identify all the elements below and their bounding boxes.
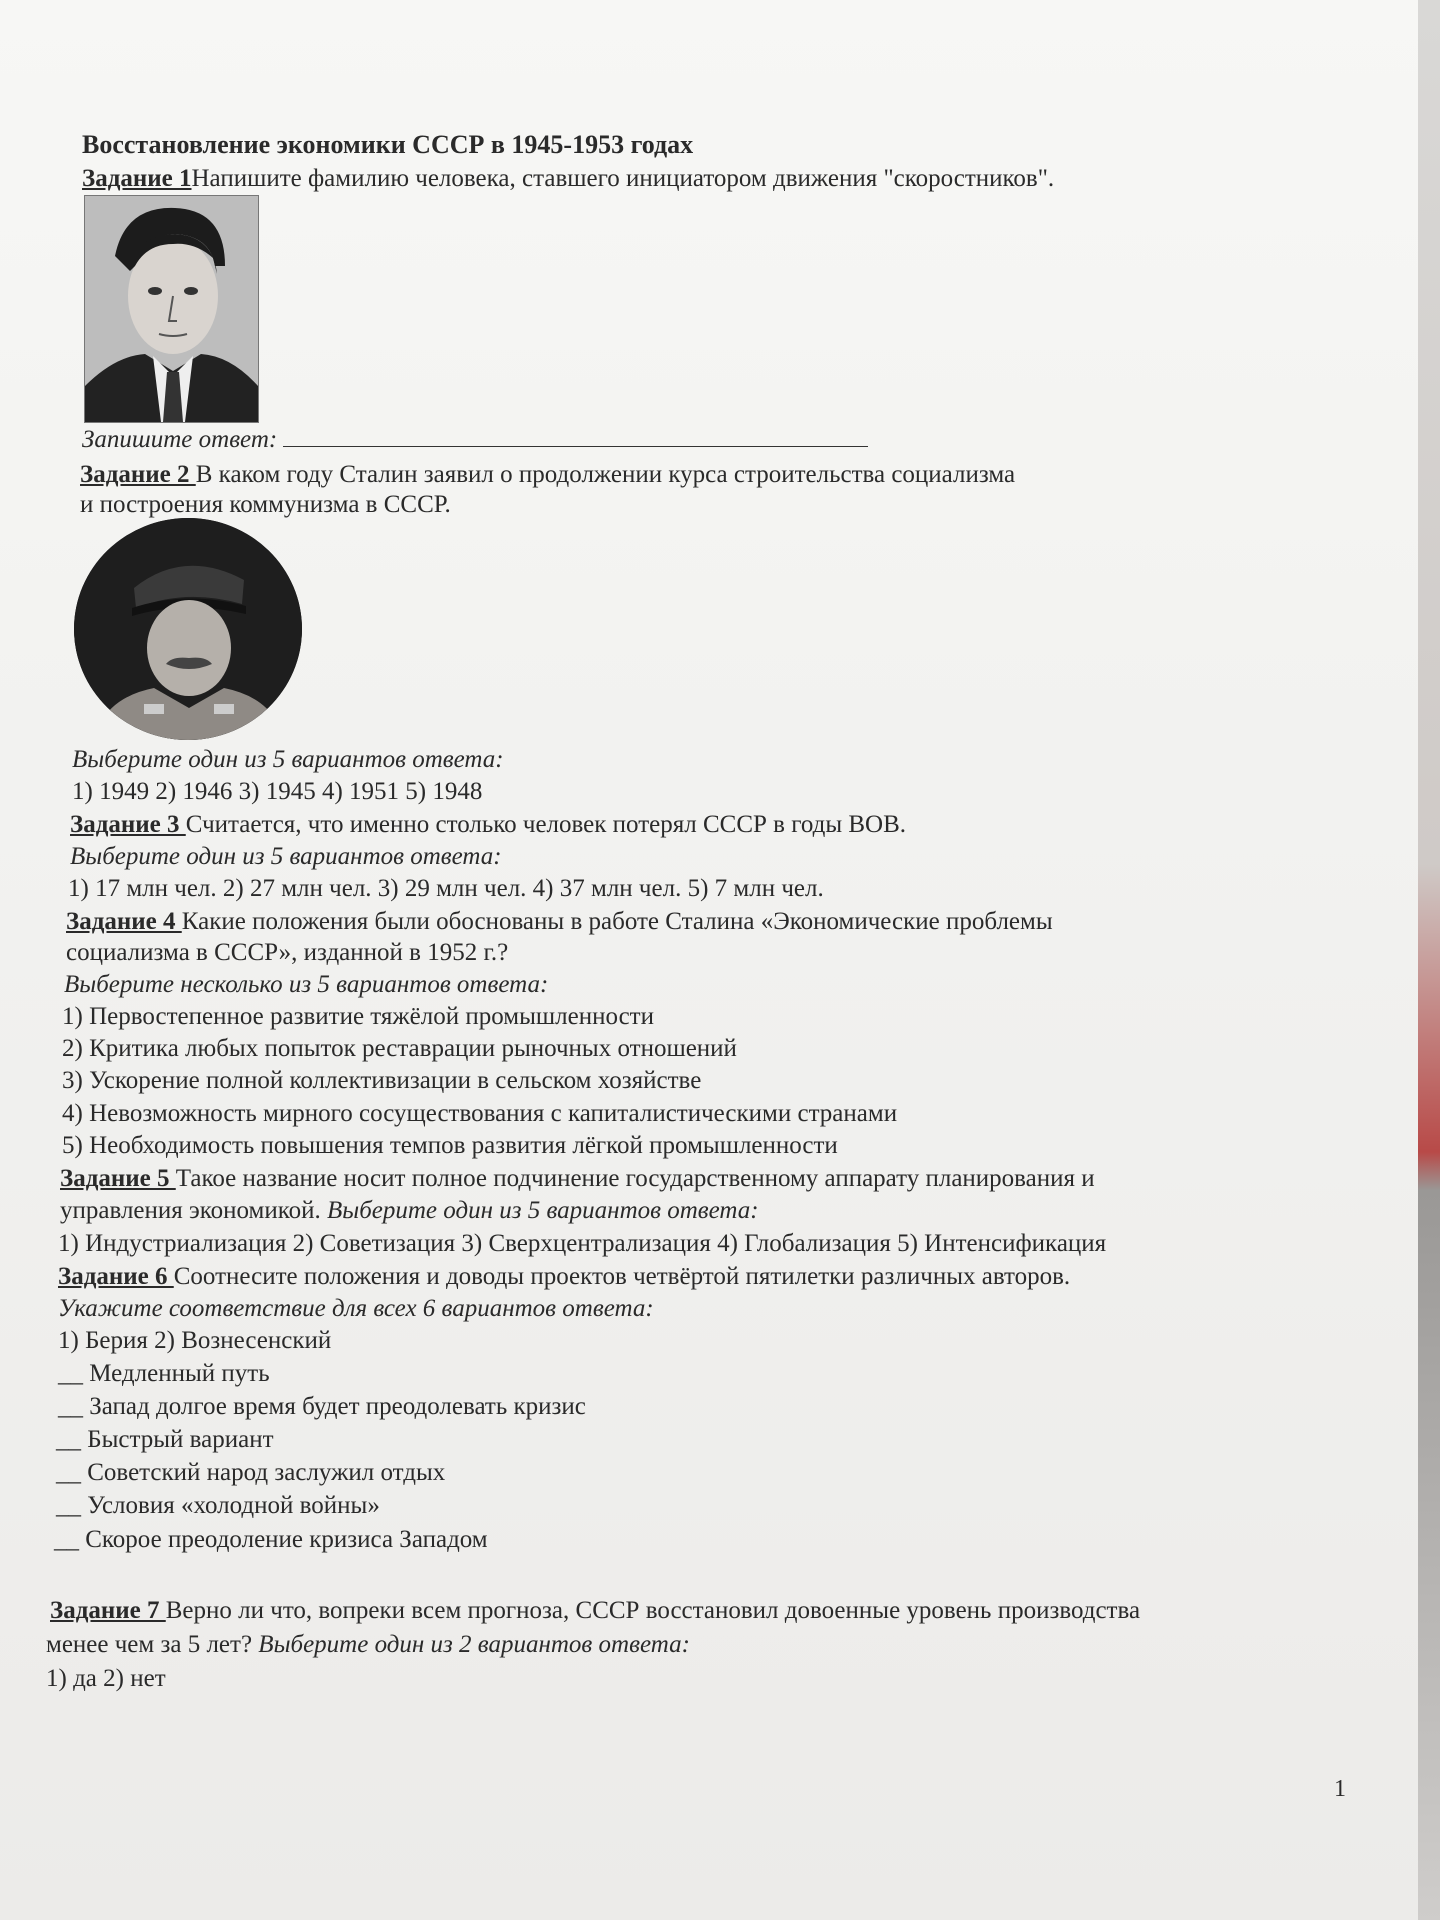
task-2-text: В каком году Сталин заявил о продолжении курса строительства социализма bbox=[195, 461, 1016, 488]
task-4-label: Задание 4 bbox=[66, 908, 182, 935]
page-number: 1 bbox=[1334, 1776, 1346, 1802]
task-4-option: 1) Первостепенное развитие тяжёлой промышленности bbox=[62, 1003, 654, 1030]
task-7-label: Задание 7 bbox=[50, 1597, 166, 1624]
task-5-instruction: Выберите один из 5 вариантов ответа: bbox=[327, 1197, 759, 1224]
answer-blank[interactable] bbox=[283, 446, 868, 447]
answer-prompt: Запишите ответ: bbox=[82, 426, 278, 453]
portrait-photo bbox=[84, 195, 259, 423]
task-3-instruction: Выберите один из 5 вариантов ответа: bbox=[70, 843, 502, 870]
task-6-item: __ Быстрый вариант bbox=[56, 1426, 274, 1453]
task-4-text: Какие положения были обоснованы в работе Сталина «Экономические проблемы bbox=[181, 908, 1053, 935]
task-2-question bbox=[80, 460, 1015, 490]
task-5-text-2: управления экономикой. bbox=[60, 1197, 327, 1224]
task-6-item: __ Запад долгое время будет преодолевать кризис bbox=[58, 1393, 586, 1420]
task-6-question bbox=[58, 1262, 1070, 1292]
task-1-text: Напишите фамилию человека, ставшего инициатором движения "скоростников". bbox=[191, 165, 1055, 192]
task-1-answer-line bbox=[82, 425, 868, 455]
task-5-text-cont bbox=[60, 1196, 759, 1226]
task-7-instruction: Выберите один из 2 вариантов ответа: bbox=[258, 1631, 690, 1658]
task-7-text-cont bbox=[46, 1630, 690, 1660]
portrait-photo-round bbox=[74, 518, 302, 740]
page-title: Восстановление экономики СССР в 1945-1953 годах bbox=[82, 130, 694, 159]
task-4-option: 4) Невозможность мирного сосуществования с капиталистическими странами bbox=[62, 1100, 898, 1127]
task-2-label: Задание 2 bbox=[80, 461, 196, 488]
task-5-question bbox=[60, 1164, 1095, 1194]
task-7-options: 1) да 2) нет bbox=[46, 1665, 166, 1692]
task-7-text-2: менее чем за 5 лет? bbox=[46, 1631, 259, 1658]
task-2-text-cont: и построения коммунизма в СССР. bbox=[80, 491, 451, 518]
task-7-question bbox=[50, 1596, 1140, 1626]
task-6-item: __ Медленный путь bbox=[58, 1360, 270, 1387]
task-3-question bbox=[70, 810, 906, 840]
task-4-instruction: Выберите несколько из 5 вариантов ответа: bbox=[64, 971, 549, 998]
task-3-text: Считается, что именно столько человек потерял СССР в годы ВОВ. bbox=[185, 811, 907, 838]
task-5-label: Задание 5 bbox=[60, 1165, 176, 1192]
task-1-label: Задание 1 bbox=[82, 165, 192, 192]
task-5-text: Такое название носит полное подчинение государственному аппарату планирования и bbox=[175, 1165, 1095, 1192]
task-4-option: 3) Ускорение полной коллективизации в сельском хозяйстве bbox=[62, 1067, 702, 1094]
task-4-text-cont: социализма в СССР», изданной в 1952 г.? bbox=[66, 939, 509, 966]
background-edge bbox=[1418, 0, 1440, 1920]
task-3-label: Задание 3 bbox=[70, 811, 186, 838]
task-2-options: 1) 1949 2) 1946 3) 1945 4) 1951 5) 1948 bbox=[72, 778, 483, 805]
task-6-item: __ Советский народ заслужил отдых bbox=[56, 1459, 446, 1486]
task-3-options: 1) 17 млн чел. 2) 27 млн чел. 3) 29 млн чел. 4) 37 млн чел. 5) 7 млн чел. bbox=[68, 875, 824, 902]
task-5-options: 1) Индустриализация 2) Советизация 3) Сверхцентрализация 4) Глобализация 5) Интенсификация bbox=[58, 1230, 1107, 1257]
task-4-option: 2) Критика любых попыток реставрации рыночных отношений bbox=[62, 1035, 737, 1062]
task-6-item: __ Условия «холодной войны» bbox=[56, 1492, 380, 1519]
task-6-text: Соотнесите положения и доводы проектов четвёртой пятилетки различных авторов. bbox=[173, 1263, 1071, 1290]
task-6-label: Задание 6 bbox=[58, 1263, 174, 1290]
task-4-question bbox=[66, 907, 1053, 937]
task-1-question bbox=[82, 164, 1054, 194]
task-7-text: Верно ли что, вопреки всем прогноза, СССР восстановил довоенные уровень производства bbox=[165, 1597, 1141, 1624]
task-6-item: __ Скорое преодоление кризиса Западом bbox=[54, 1526, 488, 1553]
task-2-instruction: Выберите один из 5 вариантов ответа: bbox=[72, 746, 504, 773]
task-6-authors: 1) Берия 2) Вознесенский bbox=[58, 1327, 332, 1354]
task-6-instruction: Укажите соответствие для всех 6 вариантов ответа: bbox=[58, 1295, 654, 1322]
task-4-option: 5) Необходимость повышения темпов развития лёгкой промышленности bbox=[62, 1132, 838, 1159]
